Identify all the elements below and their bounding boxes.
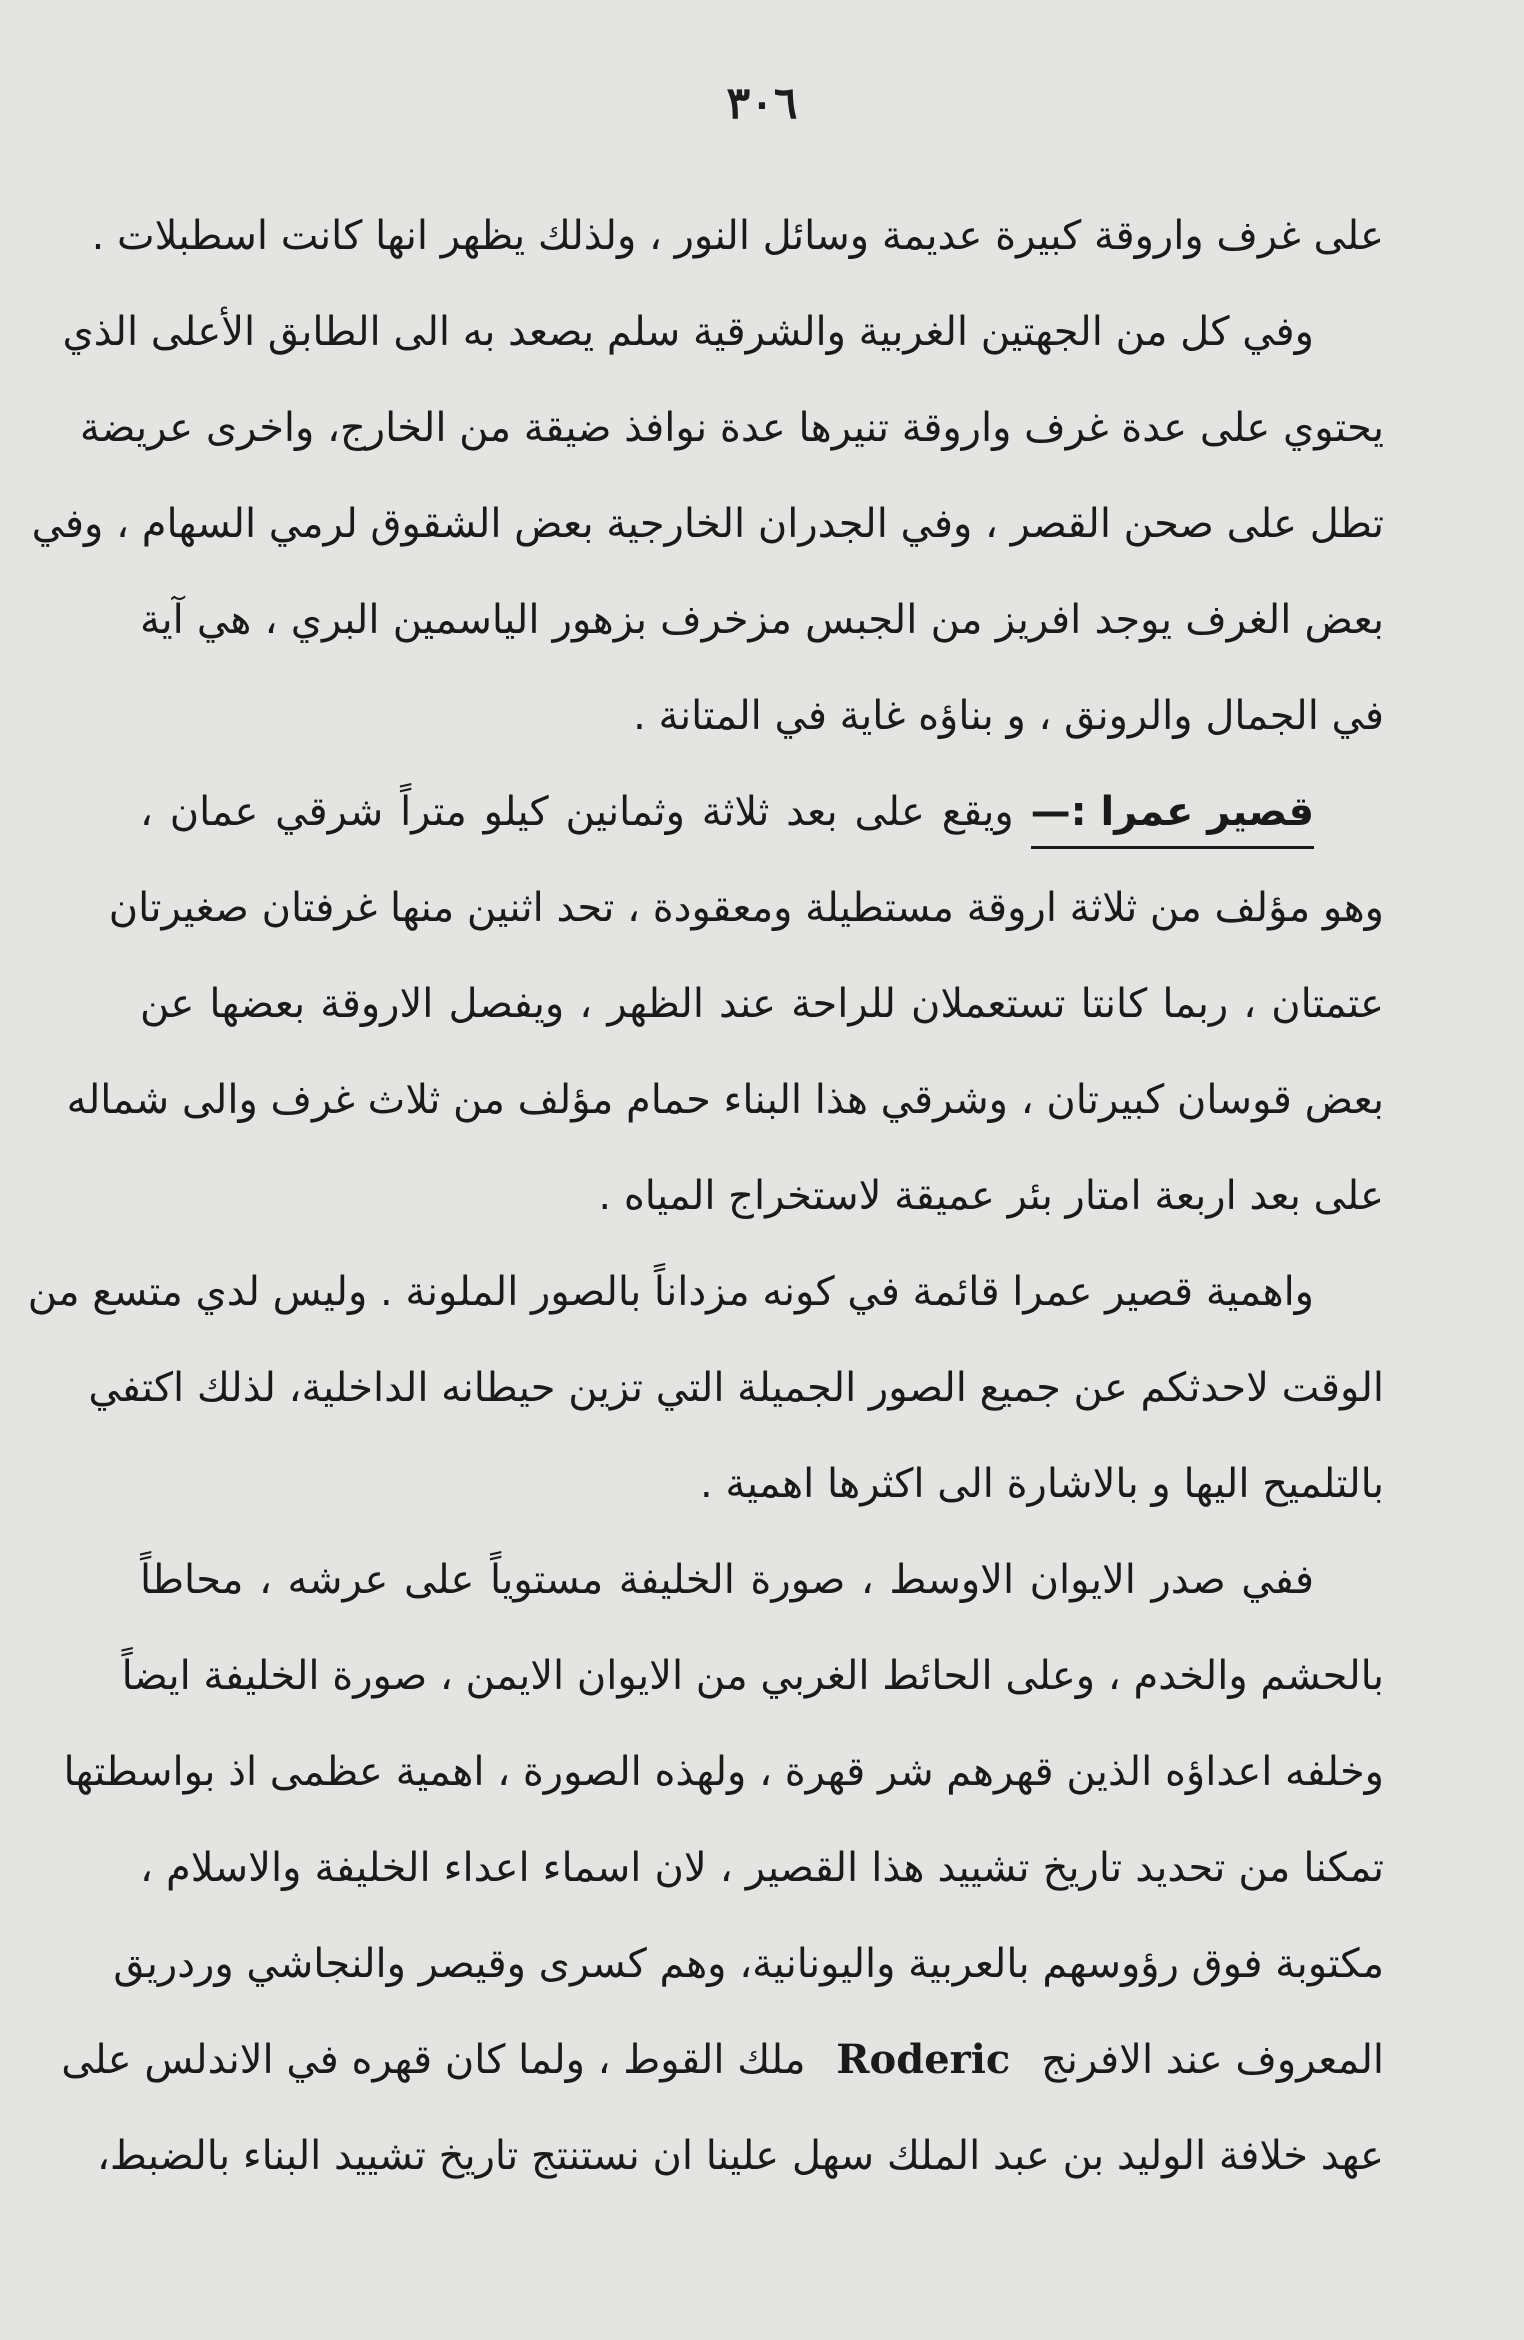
page-number: ٣٠٦ [726,78,798,129]
text-segment: ملك القوط ، ولما كان قهره في الاندلس على [61,2037,806,2083]
text-line: عهد خلافة الوليد بن عبد الملك سهل علينا ان نستنتج تاريخ تشييد البناء بالضبط، [96,2133,1384,2179]
latin-name: Roderic [836,2036,1011,2083]
text-line: وفي كل من الجهتين الغربية والشرقية سلم يصعد به الى الطابق الأعلى الذي [62,309,1314,355]
section-heading-continuation: ويقع على بعد ثلاثة وثمانين كيلو متراً شرقي عمان ، [140,789,1014,835]
section-heading-line [140,764,1384,860]
section-heading-term: قصير عمرا :— [1031,788,1314,849]
text-line: تطل على صحن القصر ، وفي الجدران الخارجية بعض الشقوق لرمي السهام ، وفي [31,501,1384,547]
text-line: بعض قوسان كبيرتان ، وشرقي هذا البناء حمام مؤلف من ثلاث غرف والى شماله [66,1077,1384,1123]
text-line: واهمية قصير عمرا قائمة في كونه مزداناً بالصور الملونة . وليس لدي متسع من [27,1269,1314,1315]
text-line: مكتوبة فوق رؤوسهم بالعربية واليونانية، وهم كسرى وقيصر والنجاشي وردريق [113,1941,1384,1987]
text-line: بالتلميح اليها و بالاشارة الى اكثرها اهمية . [699,1461,1384,1507]
text-line: بالحشم والخدم ، وعلى الحائط الغربي من الايوان الايمن ، صورة الخليفة ايضاً [121,1653,1384,1699]
text-line: يحتوي على عدة غرف واروقة تنيرها عدة نوافذ ضيقة من الخارج، واخرى عريضة [79,405,1384,451]
text-line: بعض الغرف يوجد افريز من الجبس مزخرف بزهور الياسمين البري ، هي آية [140,597,1384,643]
text-line: على غرف واروقة كبيرة عديمة وسائل النور ، ولذلك يظهر انها كانت اسطبلات . [91,213,1384,259]
text-line-with-latin [61,2012,1384,2108]
text-line: في الجمال والرونق ، و بناؤه غاية في المتانة . [633,693,1384,739]
text-line: على بعد اربعة امتار بئر عميقة لاستخراج المياه . [598,1173,1384,1219]
text-line: الوقت لاحدثكم عن جميع الصور الجميلة التي تزين حيطانه الداخلية، لذلك اكتفي [88,1365,1384,1411]
text-line: وهو مؤلف من ثلاثة اروقة مستطيلة ومعقودة ، تحد اثنين منها غرفتان صغيرتان [108,885,1384,931]
text-line: وخلفه اعداؤه الذين قهرهم شر قهرة ، ولهذه الصورة ، اهمية عظمى اذ بواسطتها [63,1749,1384,1795]
text-segment: المعروف عند الافرنج [1040,2037,1384,2083]
body-text [27,188,1384,2204]
text-line: عتمتان ، ربما كانتا تستعملان للراحة عند الظهر ، ويفصل الاروقة بعضها عن [140,981,1384,1027]
text-line: ففي صدر الايوان الاوسط ، صورة الخليفة مستوياً على عرشه ، محاطاً [140,1557,1314,1603]
text-line: تمكنا من تحديد تاريخ تشييد هذا القصير ، لان اسماء اعداء الخليفة والاسلام ، [140,1845,1384,1891]
